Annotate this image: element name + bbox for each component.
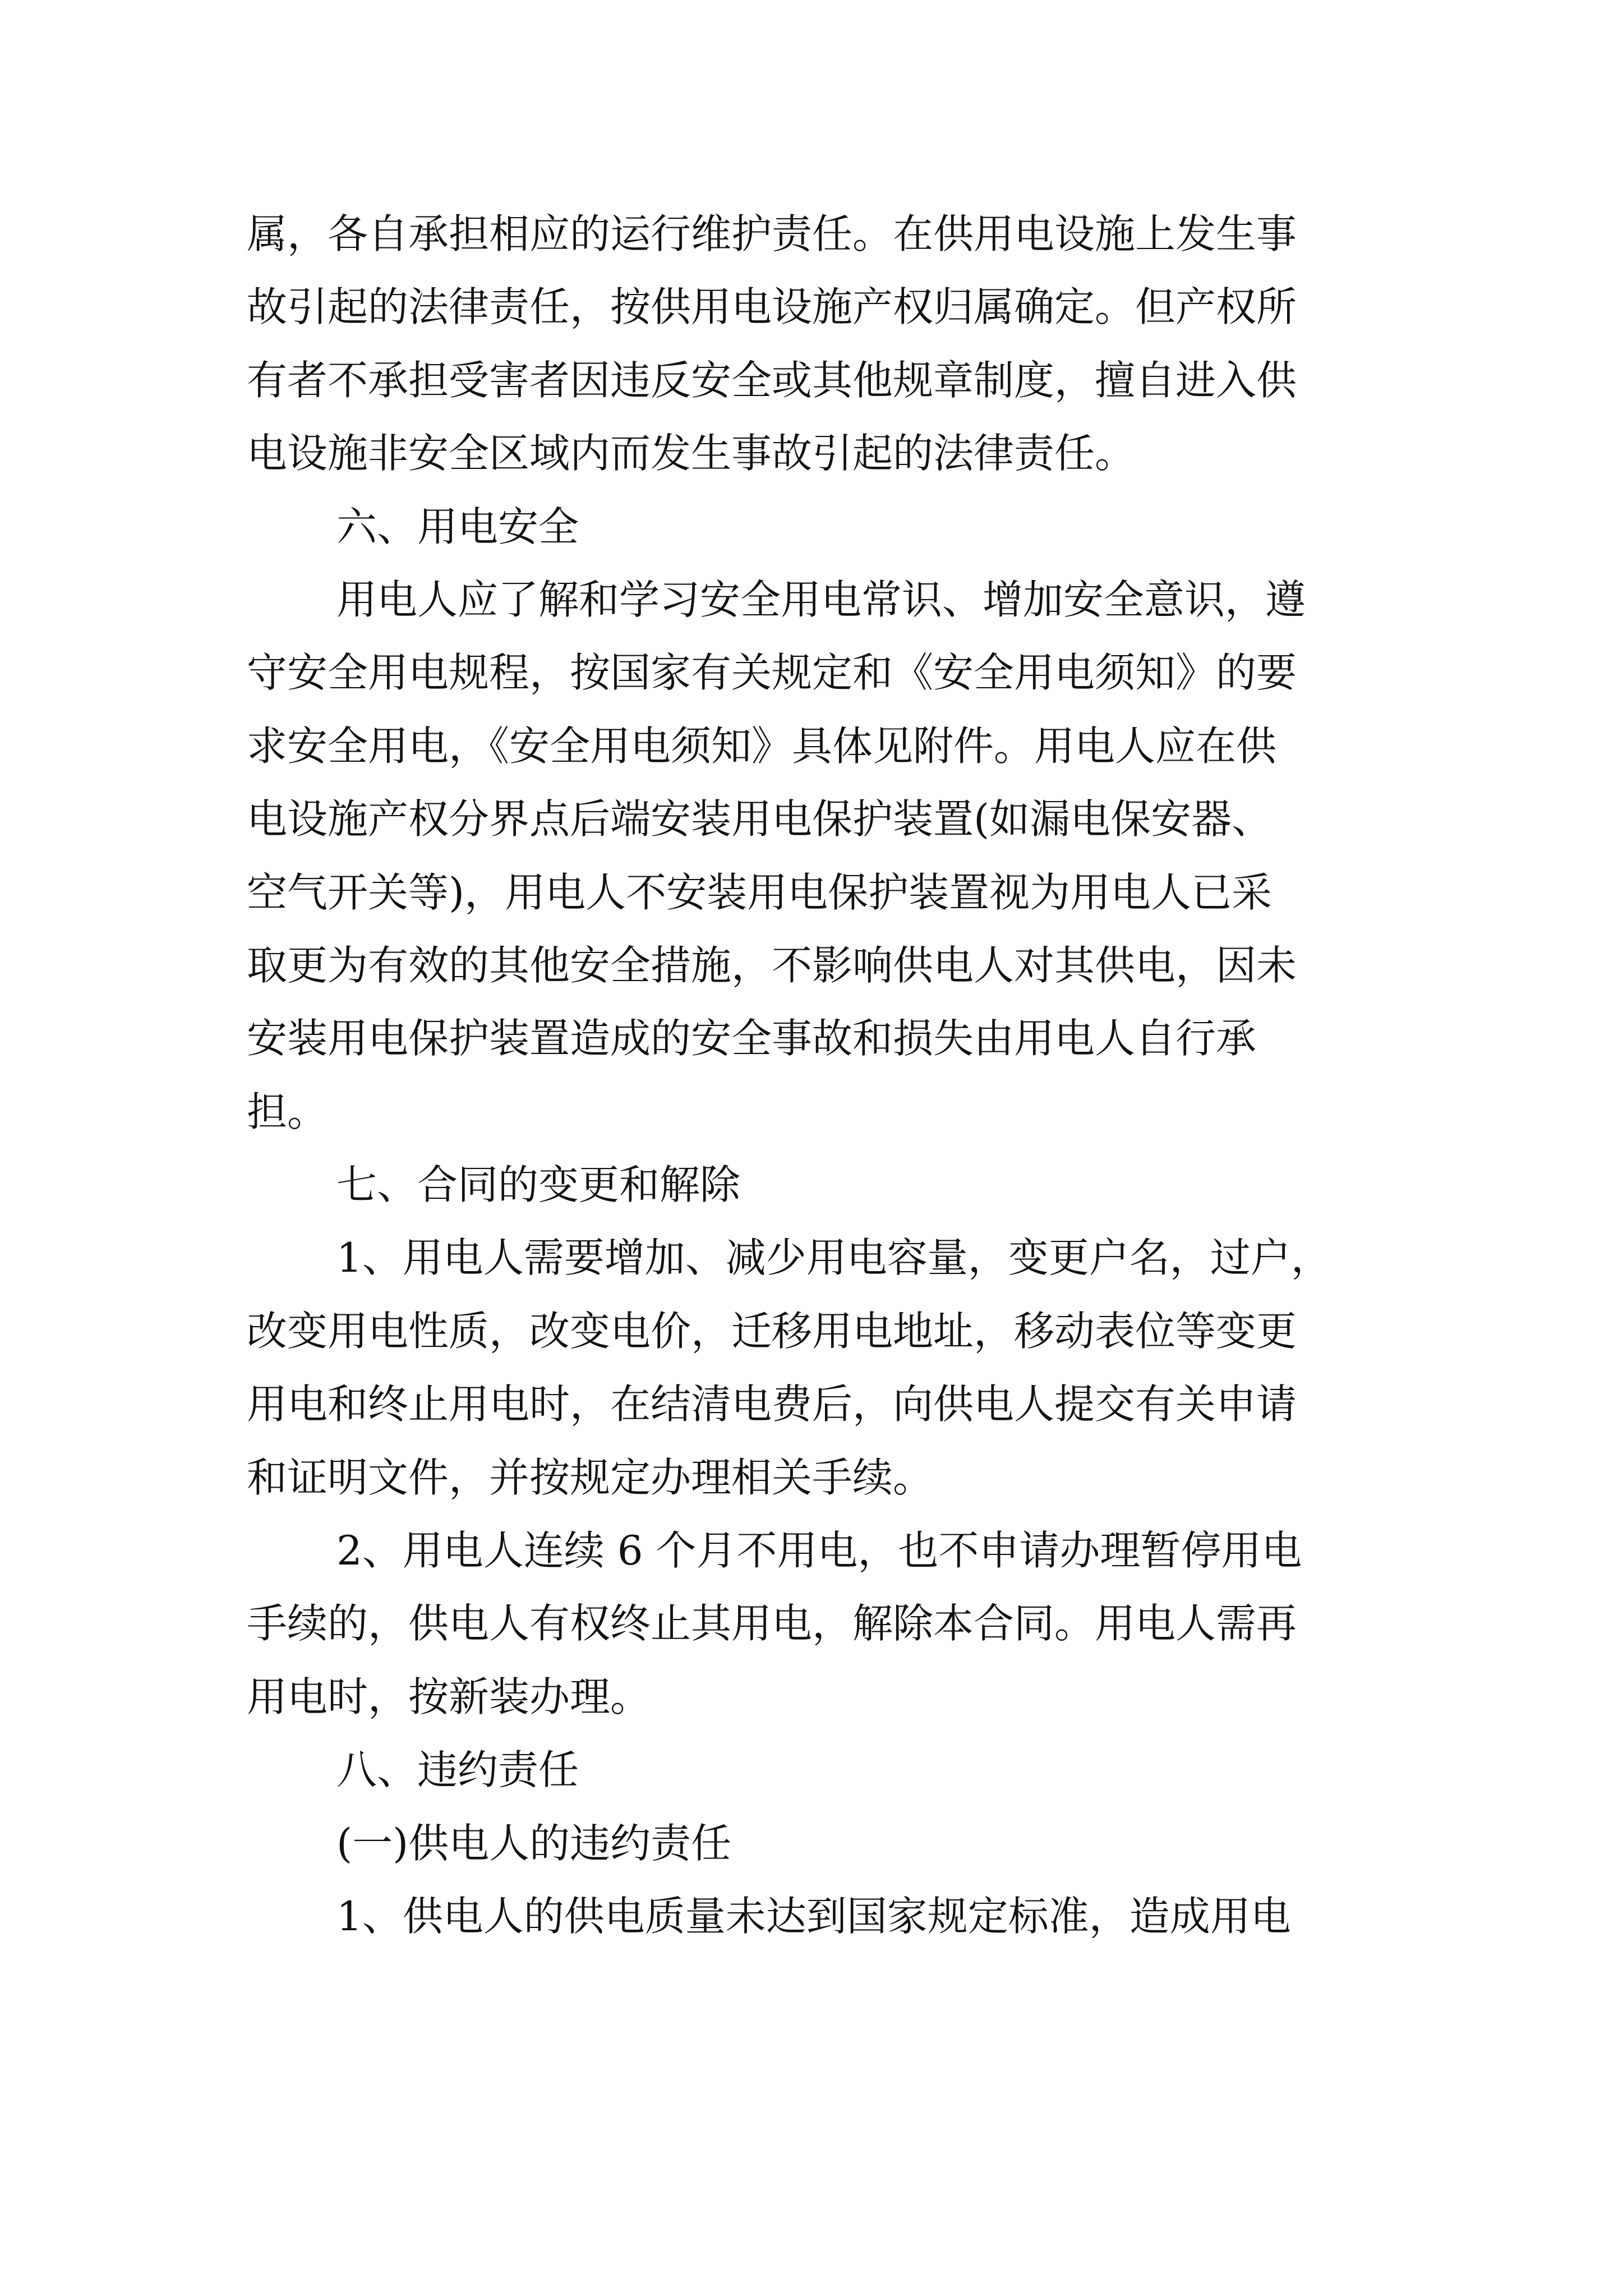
text-line: 1、供电人的供电质量未达到国家规定标准，造成用电	[336, 1892, 1291, 1940]
text-line: 有者不承担受害者因违反安全或其他规章制度，擅自进入供	[247, 356, 1297, 404]
text-line: 求安全用电，《安全用电须知》具体见附件。用电人应在供	[247, 722, 1277, 770]
section-heading: 六、用电安全	[336, 503, 579, 550]
text-line: 2、用电人连续 6 个月不用电，也不申请办理暂停用电	[336, 1527, 1302, 1575]
text-line: 取更为有效的其他安全措施，不影响供电人对其供电，因未	[247, 941, 1297, 989]
section-heading: 八、违约责任	[336, 1746, 579, 1794]
text-line: 电设施产权分界点后端安装用电保护装置(如漏电保安器、	[247, 795, 1272, 843]
text-line: 改变用电性质，改变电价，迁移用电地址，移动表位等变更	[247, 1307, 1297, 1355]
text-line: 用电时，按新装办理。	[247, 1673, 651, 1720]
text-line: 电设施非安全区域内而发生事故引起的法律责任。	[247, 430, 1136, 477]
text-line: 用电人应了解和学习安全用电常识、增加安全意识，遵	[336, 576, 1306, 623]
text-line: 故引起的法律责任，按供用电设施产权归属确定。但产权所	[247, 283, 1297, 331]
subsection-heading: (一)供电人的违约责任	[336, 1819, 732, 1867]
text-line: 安装用电保护装置造成的安全事故和损失由用电人自行承	[247, 1015, 1257, 1062]
section-heading: 七、合同的变更和解除	[336, 1161, 741, 1209]
text-line: 担。	[247, 1088, 328, 1135]
document-body	[247, 197, 1402, 1953]
text-line: 手续的，供电人有权终止其用电，解除本合同。用电人需再	[247, 1600, 1297, 1648]
text-line: 和证明文件，并按规定办理相关手续。	[247, 1453, 934, 1501]
text-line: 空气开关等)，用电人不安装用电保护装置视为用电人已采	[247, 868, 1272, 916]
text-line: 用电和终止用电时，在结清电费后，向供电人提交有关申请	[247, 1381, 1297, 1428]
text-line: 1、用电人需要增加、减少用电容量，变更户名，过户，	[336, 1234, 1331, 1282]
text-line: 守安全用电规程，按国家有关规定和《安全用电须知》的要	[247, 649, 1297, 697]
text-line: 属，各自承担相应的运行维护责任。在供用电设施上发生事	[247, 210, 1297, 257]
